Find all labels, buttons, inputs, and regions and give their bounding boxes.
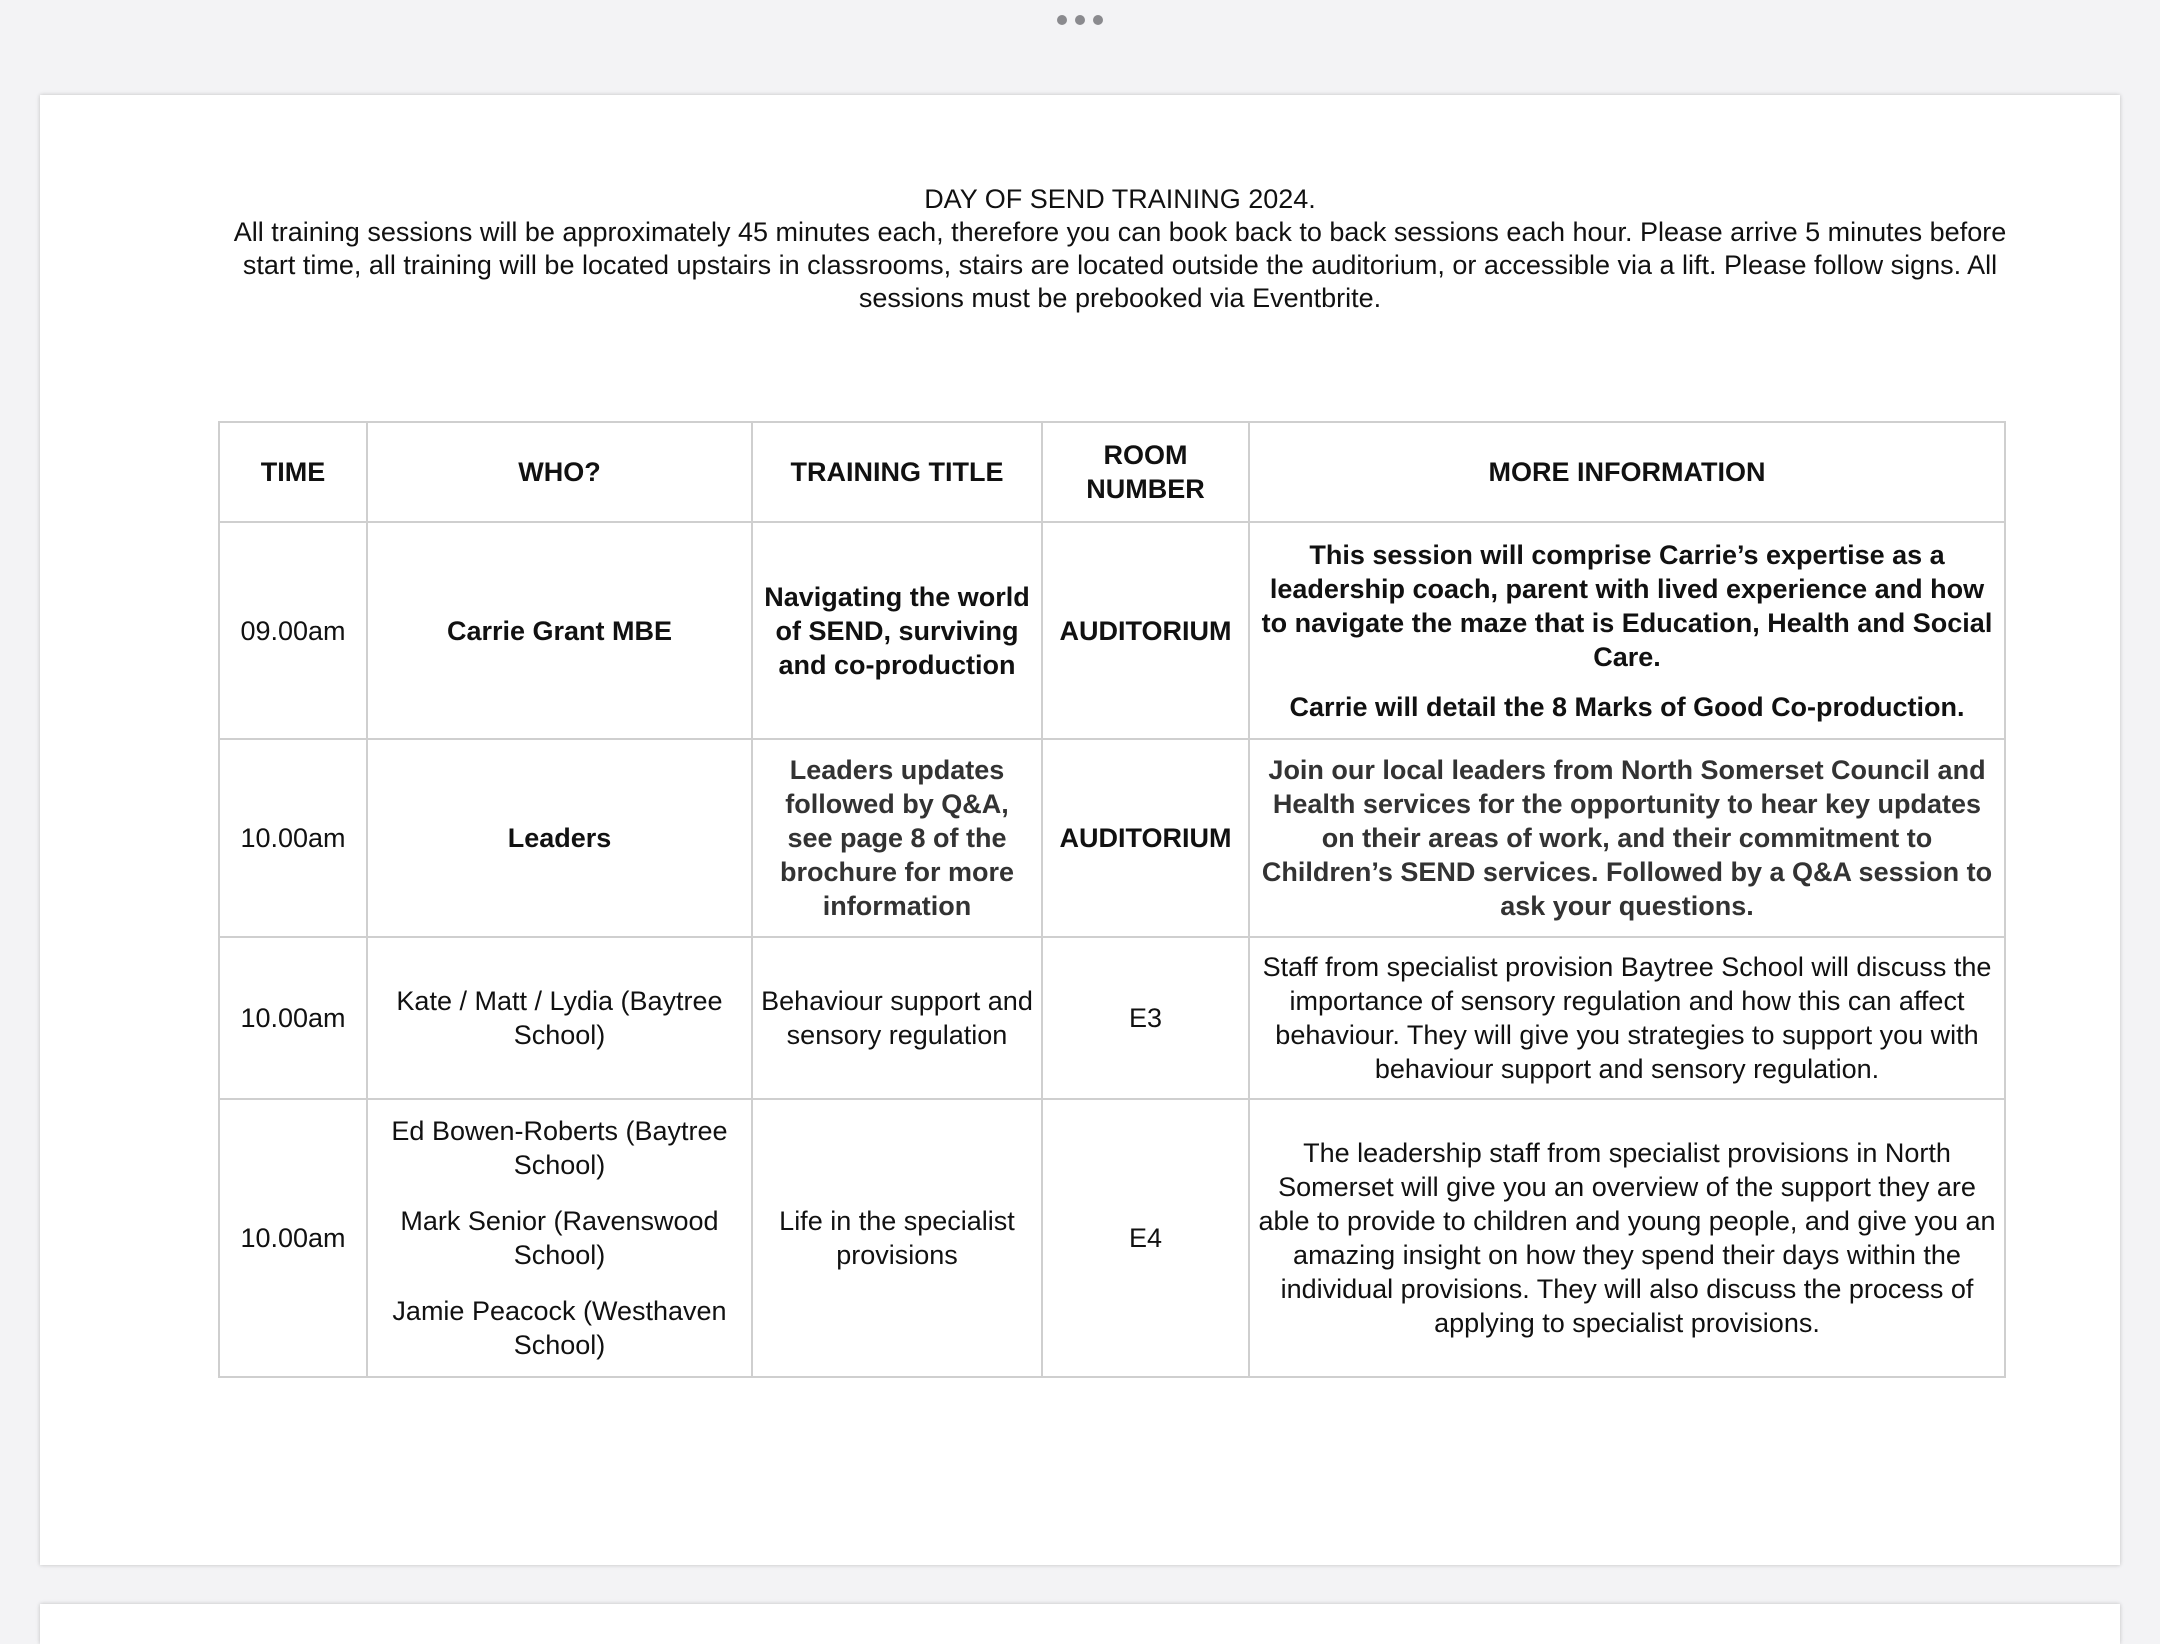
cell-time: 09.00am <box>219 522 367 739</box>
header-more-information: MORE INFORMATION <box>1249 422 2005 522</box>
document-title: DAY OF SEND TRAINING 2024. <box>924 184 1316 214</box>
header-who: WHO? <box>367 422 752 522</box>
header-room-line2: NUMBER <box>1086 474 1205 504</box>
next-page-edge <box>40 1604 2120 1644</box>
cell-training-title: Life in the specialist provisions <box>752 1099 1042 1377</box>
multitasking-handle[interactable] <box>1057 14 1103 26</box>
cell-more-information: The leadership staff from specialist provisions in North Somerset will give you an overview of the support they are able to provide to children and young people, and give you an amazing insight on how they spend their days within the individual provisions. They will also discuss the process of applying to specialist provisions. <box>1249 1099 2005 1377</box>
cell-who <box>367 1099 752 1377</box>
presenter-name: Jamie Peacock (Westhaven School) <box>392 1296 727 1360</box>
handle-dot-icon <box>1075 15 1085 25</box>
cell-room: E4 <box>1042 1099 1249 1377</box>
cell-more-information: Join our local leaders from North Somerset Council and Health services for the opportunity to hear key updates on their areas of work, and their commitment to Children’s SEND services. Followed by a Q&A session to ask your questions. <box>1249 739 2005 937</box>
table-row <box>219 1099 2005 1377</box>
intro-block <box>230 183 2010 315</box>
schedule-table <box>218 421 2006 1378</box>
header-room-number <box>1042 422 1249 522</box>
cell-more-information <box>1249 522 2005 739</box>
table-row <box>219 522 2005 739</box>
header-training-title: TRAINING TITLE <box>752 422 1042 522</box>
table-row <box>219 937 2005 1099</box>
presenter-name: Mark Senior (Ravenswood School) <box>400 1206 719 1270</box>
table-row <box>219 739 2005 937</box>
cell-room: AUDITORIUM <box>1042 522 1249 739</box>
table-header-row <box>219 422 2005 522</box>
cell-more-information: Staff from specialist provision Baytree School will discuss the importance of sensory regulation and how this can affect behaviour. They will give you strategies to support you with behaviour support and sensory regulation. <box>1249 937 2005 1099</box>
cell-who: Carrie Grant MBE <box>367 522 752 739</box>
cell-who: Kate / Matt / Lydia (Baytree School) <box>367 937 752 1099</box>
handle-dot-icon <box>1057 15 1067 25</box>
cell-time: 10.00am <box>219 739 367 937</box>
cell-training-title: Navigating the world of SEND, surviving and co-production <box>752 522 1042 739</box>
document-page <box>40 95 2120 1565</box>
header-time: TIME <box>219 422 367 522</box>
cell-room: AUDITORIUM <box>1042 739 1249 937</box>
cell-training-title: Behaviour support and sensory regulation <box>752 937 1042 1099</box>
presenter-name: Ed Bowen-Roberts (Baytree School) <box>391 1116 728 1180</box>
cell-time: 10.00am <box>219 1099 367 1377</box>
cell-who: Leaders <box>367 739 752 937</box>
intro-text: All training sessions will be approximately 45 minutes each, therefore you can book back to back sessions each hour. Please arrive 5 minutes before start time, all training will be located upstairs in classrooms, stairs are located outside the auditorium, or accessible via a lift. Please follow signs. All sessions must be prebooked via Eventbrite. <box>233 217 2007 313</box>
cell-training-title: Leaders updates followed by Q&A, see page 8 of the brochure for more information <box>752 739 1042 937</box>
info-paragraph: This session will comprise Carrie’s expertise as a leadership coach, parent with lived experience and how to navigate the maze that is Education, Health and Social Care. <box>1261 539 1993 672</box>
header-room-line1: ROOM <box>1103 440 1188 470</box>
cell-time: 10.00am <box>219 937 367 1099</box>
cell-room: E3 <box>1042 937 1249 1099</box>
info-paragraph: Carrie will detail the 8 Marks of Good Co-production. <box>1289 691 1965 722</box>
handle-dot-icon <box>1093 15 1103 25</box>
